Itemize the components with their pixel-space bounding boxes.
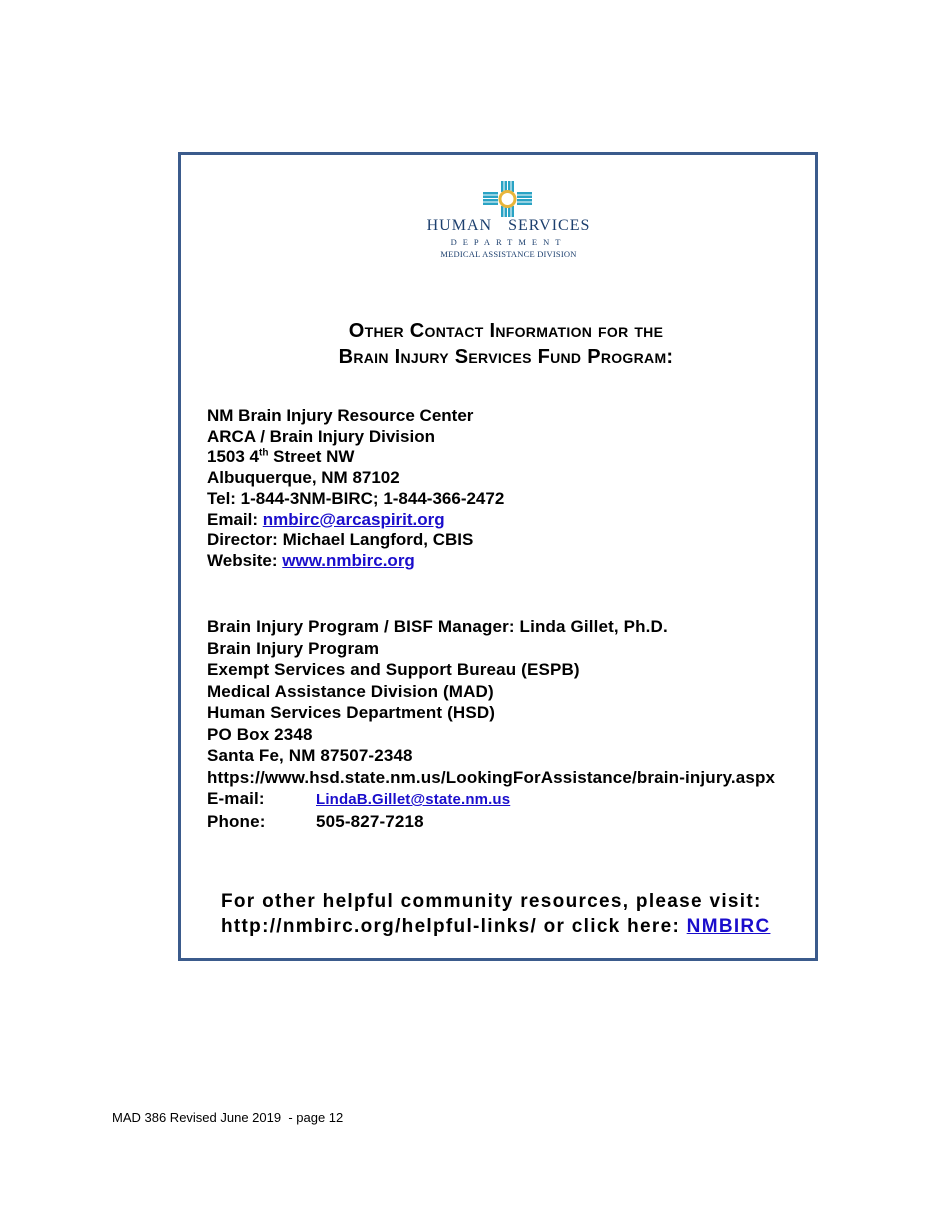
rc-email-link[interactable]: nmbirc@arcaspirit.org: [262, 509, 445, 529]
rc-city: Albuquerque, NM 87102: [207, 468, 400, 488]
hsd-po-box: PO Box 2348: [207, 724, 313, 744]
logo-department: DEPARTMENT: [450, 237, 567, 247]
logo-wordmark: HUMAN SERVICES: [426, 217, 591, 234]
hsd-city: Santa Fe, NM 87507-2348: [207, 746, 413, 765]
page-footer: MAD 386 Revised June 2019 - page 12: [112, 1110, 344, 1125]
hsd-manager: Brain Injury Program / BISF Manager: Linda Gillet, Ph.D.: [207, 617, 668, 636]
title-line-1: Other Contact Information for the: [348, 320, 664, 342]
rc-name: NM Brain Injury Resource Center: [207, 406, 474, 425]
helpful-line-1: For other helpful community resources, please visit:: [221, 891, 762, 912]
hsd-email-link[interactable]: LindaB.Gillet@state.nm.us: [316, 791, 511, 808]
hsd-bureau: Exempt Services and Support Bureau (ESPB): [207, 660, 580, 679]
rc-tel: Tel: 1-844-3NM-BIRC; 1-844-366-2472: [207, 488, 505, 508]
hsd-email-row: E-mail: LindaB.Gillet@state.nm.us: [207, 789, 511, 808]
page-title: [181, 318, 831, 370]
zia-sun-icon: [479, 181, 539, 217]
rc-email-row: Email: nmbirc@arcaspirit.org: [207, 509, 445, 529]
rc-director: Director: Michael Langford, CBIS: [207, 530, 474, 550]
rc-website-row: Website: www.nmbirc.org: [207, 550, 415, 570]
rc-org: ARCA / Brain Injury Division: [207, 426, 435, 446]
hsd-url: https://www.hsd.state.nm.us/LookingForAssistance/brain-injury.aspx: [207, 767, 776, 787]
hsd-department: Human Services Department (HSD): [207, 703, 496, 722]
helpful-resources-note: [221, 889, 770, 939]
hsd-division: Medical Assistance Division (MAD): [207, 681, 494, 701]
logo-division: MEDICAL ASSISTANCE DIVISION: [440, 249, 577, 259]
rc-street: 1503 4th Street NW: [207, 447, 355, 467]
hsd-logo: [421, 181, 596, 261]
hsd-program: Brain Injury Program: [207, 638, 380, 658]
hsd-contact: [207, 616, 775, 832]
title-line-2: Brain Injury Services Fund Program:: [338, 346, 674, 368]
hsd-phone-row: Phone: 505-827-7218: [207, 811, 424, 831]
helpful-line-2: http://nmbirc.org/helpful-links/ or click here: NMBIRC: [221, 916, 771, 937]
content-frame: [178, 152, 818, 961]
resource-center-contact: [207, 406, 504, 572]
rc-website-link[interactable]: www.nmbirc.org: [282, 550, 415, 570]
nmbirc-link[interactable]: NMBIRC: [686, 916, 771, 937]
